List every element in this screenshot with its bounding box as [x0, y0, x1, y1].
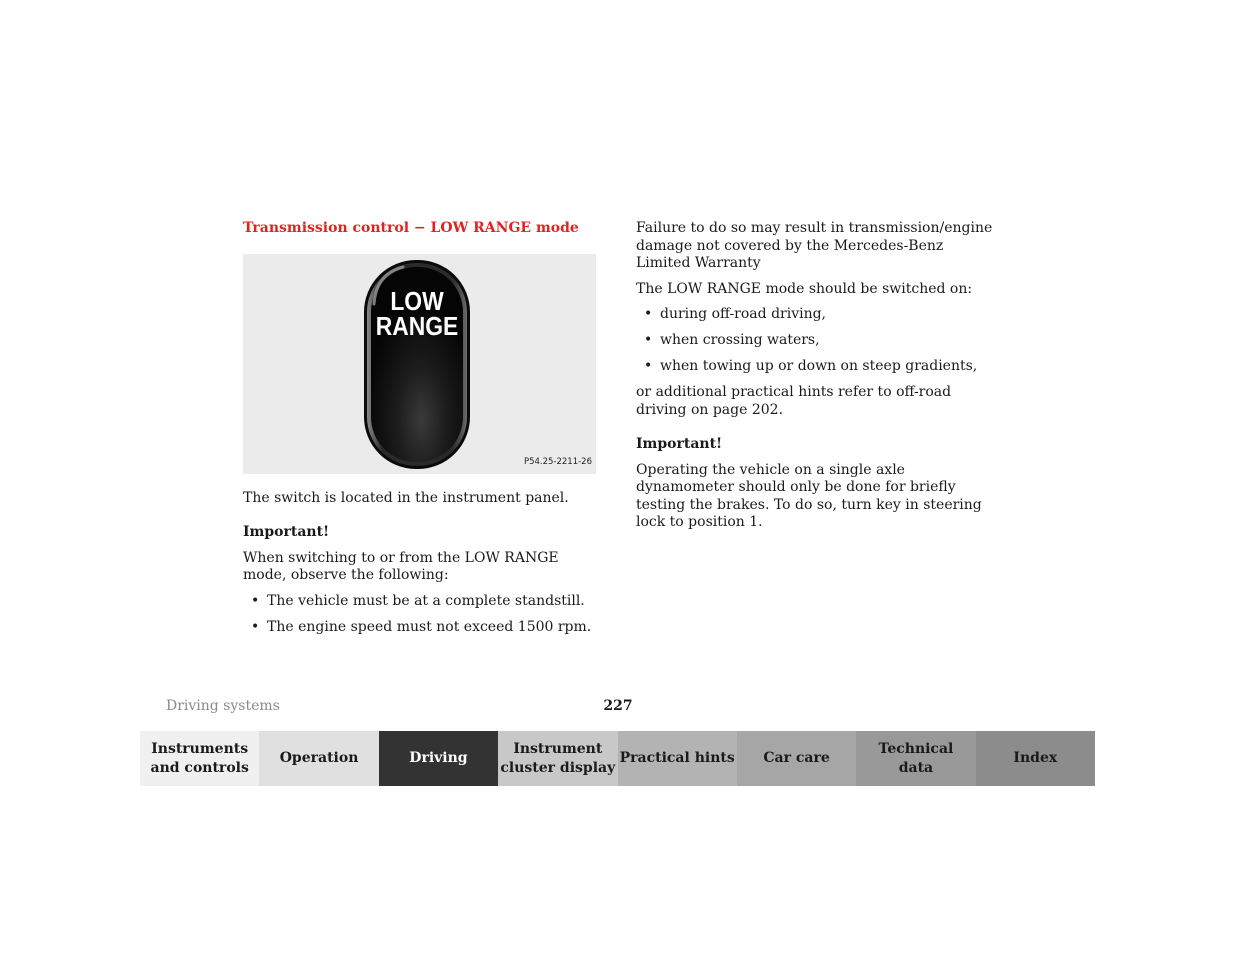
tab-technical-data[interactable]: Technical data: [856, 731, 975, 786]
figure-code: P54.25-2211-26: [523, 457, 592, 467]
page-number: 227: [603, 698, 633, 714]
important-text-left: When switching to or from the LOW RANGE mode, observe the following:: [243, 549, 559, 583]
important-label-left: Important!: [243, 524, 330, 540]
footer-section-title: Driving systems: [166, 698, 280, 714]
list-item: • during off-road driving,: [636, 306, 996, 324]
switch-on-bullets: [636, 306, 996, 376]
low-range-switch-figure: [243, 254, 596, 474]
list-item: • when towing up or down on steep gradients,: [636, 358, 996, 376]
tab-operation[interactable]: Operation: [259, 731, 378, 786]
switch-label-line1: LOW: [390, 287, 444, 316]
tab-practical-hints[interactable]: Practical hints: [618, 731, 737, 786]
low-range-switch-icon: [243, 254, 596, 474]
tab-instruments-and-controls[interactable]: Instruments and controls: [140, 731, 259, 786]
standstill-bullets: [243, 593, 599, 637]
chapter-tabs: [140, 731, 1095, 786]
list-item: • The engine speed must not exceed 1500 rpm.: [243, 619, 599, 637]
list-item: • The vehicle must be at a complete standstill.: [243, 593, 599, 611]
switch-label-line2: RANGE: [375, 312, 459, 341]
tab-car-care[interactable]: Car care: [737, 731, 856, 786]
tab-instrument-cluster-display[interactable]: Instrument cluster display: [498, 731, 617, 786]
left-column: [243, 220, 599, 645]
important-text-right: Operating the vehicle on a single axle dynamometer should only be done for briefly testing the brakes. To do so, turn key in steering lock to position 1.: [636, 461, 982, 530]
tab-index[interactable]: Index: [976, 731, 1095, 786]
list-item: • when crossing waters,: [636, 332, 996, 350]
important-label-right: Important!: [636, 436, 723, 452]
section-heading: Transmission control − LOW RANGE mode: [243, 220, 579, 236]
intro-text: The switch is located in the instrument panel.: [243, 489, 569, 506]
tab-driving[interactable]: Driving: [379, 731, 498, 786]
switch-on-intro: The LOW RANGE mode should be switched on:: [636, 280, 973, 297]
failure-text: Failure to do so may result in transmission/engine damage not covered by the Mercedes-Benz Limited Warranty: [636, 220, 993, 271]
additional-hints: or additional practical hints refer to off-road driving on page 202.: [636, 384, 952, 418]
right-column: [636, 220, 996, 540]
